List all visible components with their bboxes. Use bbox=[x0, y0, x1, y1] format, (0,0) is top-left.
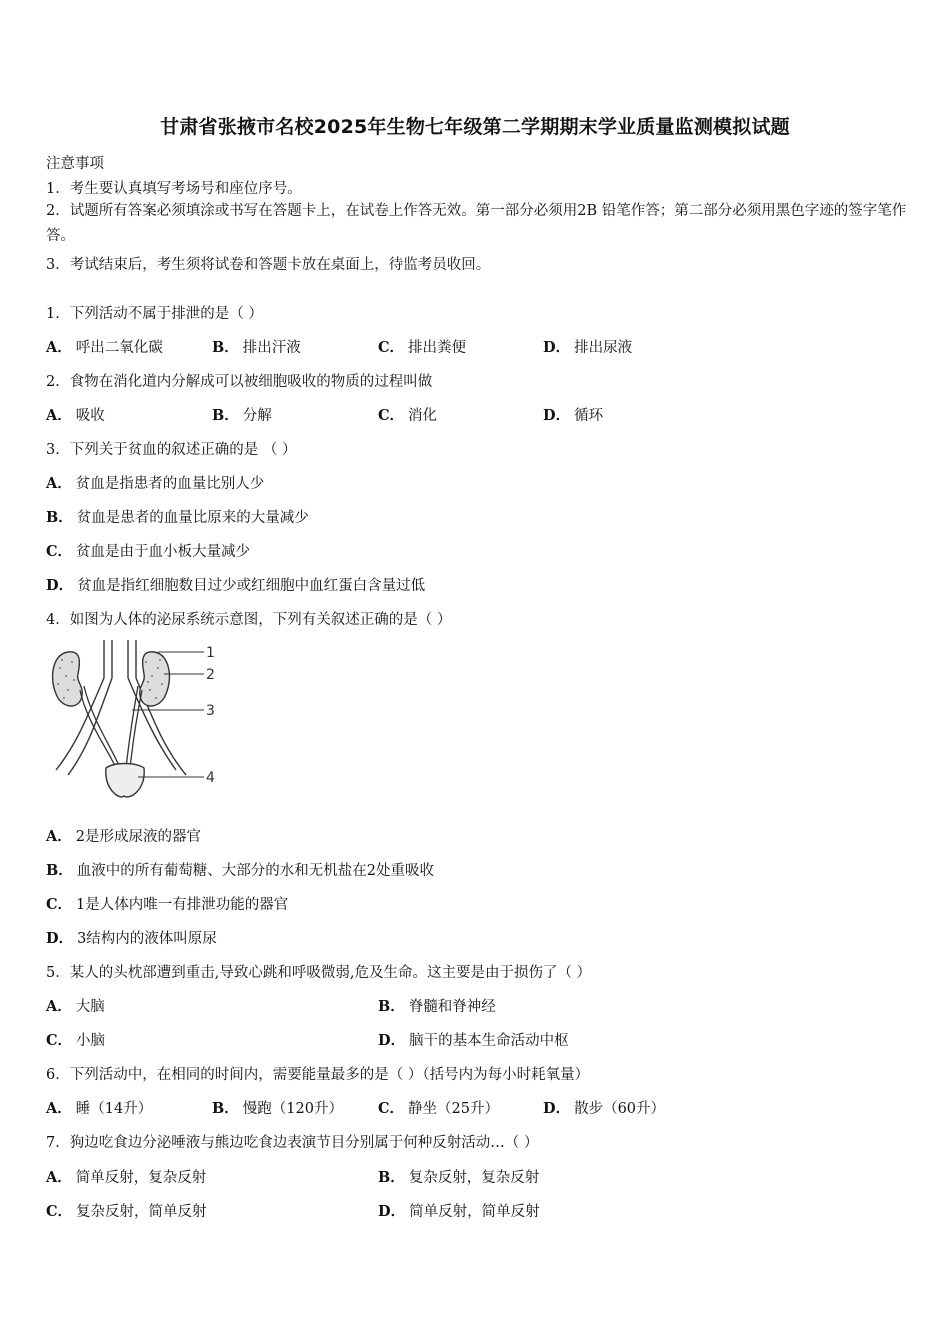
question-2-option-d: D． 循环 bbox=[543, 407, 604, 424]
question-4-option-b: B． 血液中的所有葡萄糖、大部分的水和无机盐在2处重吸收 bbox=[46, 862, 434, 879]
question-3-option-d: D． 贫血是指红细胞数目过少或红细胞中血红蛋白含量过低 bbox=[46, 577, 426, 594]
notice-heading: 注意事项 bbox=[46, 156, 104, 172]
question-6-option-c: C． 静坐（25升） bbox=[378, 1100, 499, 1117]
question-3-option-c: C． 贫血是由于血小板大量减少 bbox=[46, 543, 251, 560]
notice-item-1: 1．考生要认真填写考场号和座位序号。 bbox=[46, 181, 302, 197]
question-5-option-c: C． 小脑 bbox=[46, 1032, 106, 1049]
figure-label-1: 1 bbox=[206, 645, 215, 661]
question-4-option-a: A． 2是形成尿液的器官 bbox=[46, 828, 201, 845]
page-title: 甘肃省张掖市名校2025年生物七年级第二学期期末学业质量监测模拟试题 bbox=[160, 116, 790, 138]
figure-label-4: 4 bbox=[206, 770, 215, 786]
question-7-option-b: B． 复杂反射，复杂反射 bbox=[378, 1169, 540, 1186]
question-1-stem: 1．下列活动不属于排泄的是（ ） bbox=[46, 306, 263, 322]
question-2-stem: 2．食物在消化道内分解成可以被细胞吸收的物质的过程叫做 bbox=[46, 374, 433, 390]
question-4-option-c: C． 1是人体内唯一有排泄功能的器官 bbox=[46, 896, 289, 913]
question-6-option-d: D． 散步（60升） bbox=[543, 1100, 666, 1117]
question-1-option-d: D． 排出尿液 bbox=[543, 339, 633, 356]
question-4-stem: 4．如图为人体的泌尿系统示意图，下列有关叙述正确的是（ ） bbox=[46, 612, 452, 628]
question-5-option-b: B． 脊髓和脊神经 bbox=[378, 998, 496, 1015]
question-6-option-a: A． 睡（14升） bbox=[46, 1100, 153, 1117]
question-5-stem: 5．某人的头枕部遭到重击,导致心跳和呼吸微弱,危及生命。这主要是由于损伤了（ ） bbox=[46, 965, 592, 981]
urinary-system-diagram bbox=[46, 640, 226, 805]
question-2-option-b: B． 分解 bbox=[212, 407, 272, 424]
question-6-stem: 6．下列活动中，在相同的时间内，需要能量最多的是（ ）（括号内为每小时耗氧量） bbox=[46, 1067, 590, 1083]
figure-label-3: 3 bbox=[206, 703, 215, 719]
question-7-option-c: C． 复杂反射，简单反射 bbox=[46, 1203, 207, 1220]
question-4-option-d: D． 3结构内的液体叫原尿 bbox=[46, 930, 217, 947]
question-7-stem: 7．狗边吃食边分泌唾液与熊边吃食边表演节目分别属于何种反射活动…（ ） bbox=[46, 1135, 539, 1151]
notice-item-2: 2．试题所有答案必须填涂或书写在答题卡上，在试卷上作答无效。第一部分必须用2B 铅笔作答；第二部分必须用黑色字迹的签字笔作答。 bbox=[46, 203, 907, 244]
question-5-option-a: A． 大脑 bbox=[46, 998, 105, 1015]
question-7-option-d: D． 简单反射，简单反射 bbox=[378, 1203, 540, 1220]
question-3-stem: 3．下列关于贫血的叙述正确的是 （ ） bbox=[46, 442, 297, 458]
question-1-option-a: A． 呼出二氧化碳 bbox=[46, 339, 163, 356]
question-6-option-b: B． 慢跑（120升） bbox=[212, 1100, 343, 1117]
question-2-option-a: A． 吸收 bbox=[46, 407, 105, 424]
question-2-option-c: C． 消化 bbox=[378, 407, 438, 424]
question-7-option-a: A． 简单反射，复杂反射 bbox=[46, 1169, 207, 1186]
question-3-option-a: A． 贫血是指患者的血量比别人少 bbox=[46, 475, 265, 492]
question-1-option-b: B． 排出汗液 bbox=[212, 339, 301, 356]
question-3-option-b: B． 贫血是患者的血量比原来的大量减少 bbox=[46, 509, 309, 526]
notice-item-3: 3．考试结束后，考生须将试卷和答题卡放在桌面上，待监考员收回。 bbox=[46, 257, 491, 273]
figure-label-2: 2 bbox=[206, 667, 215, 683]
question-5-option-d: D． 脑干的基本生命活动中枢 bbox=[378, 1032, 569, 1049]
question-1-option-c: C． 排出粪便 bbox=[378, 339, 467, 356]
